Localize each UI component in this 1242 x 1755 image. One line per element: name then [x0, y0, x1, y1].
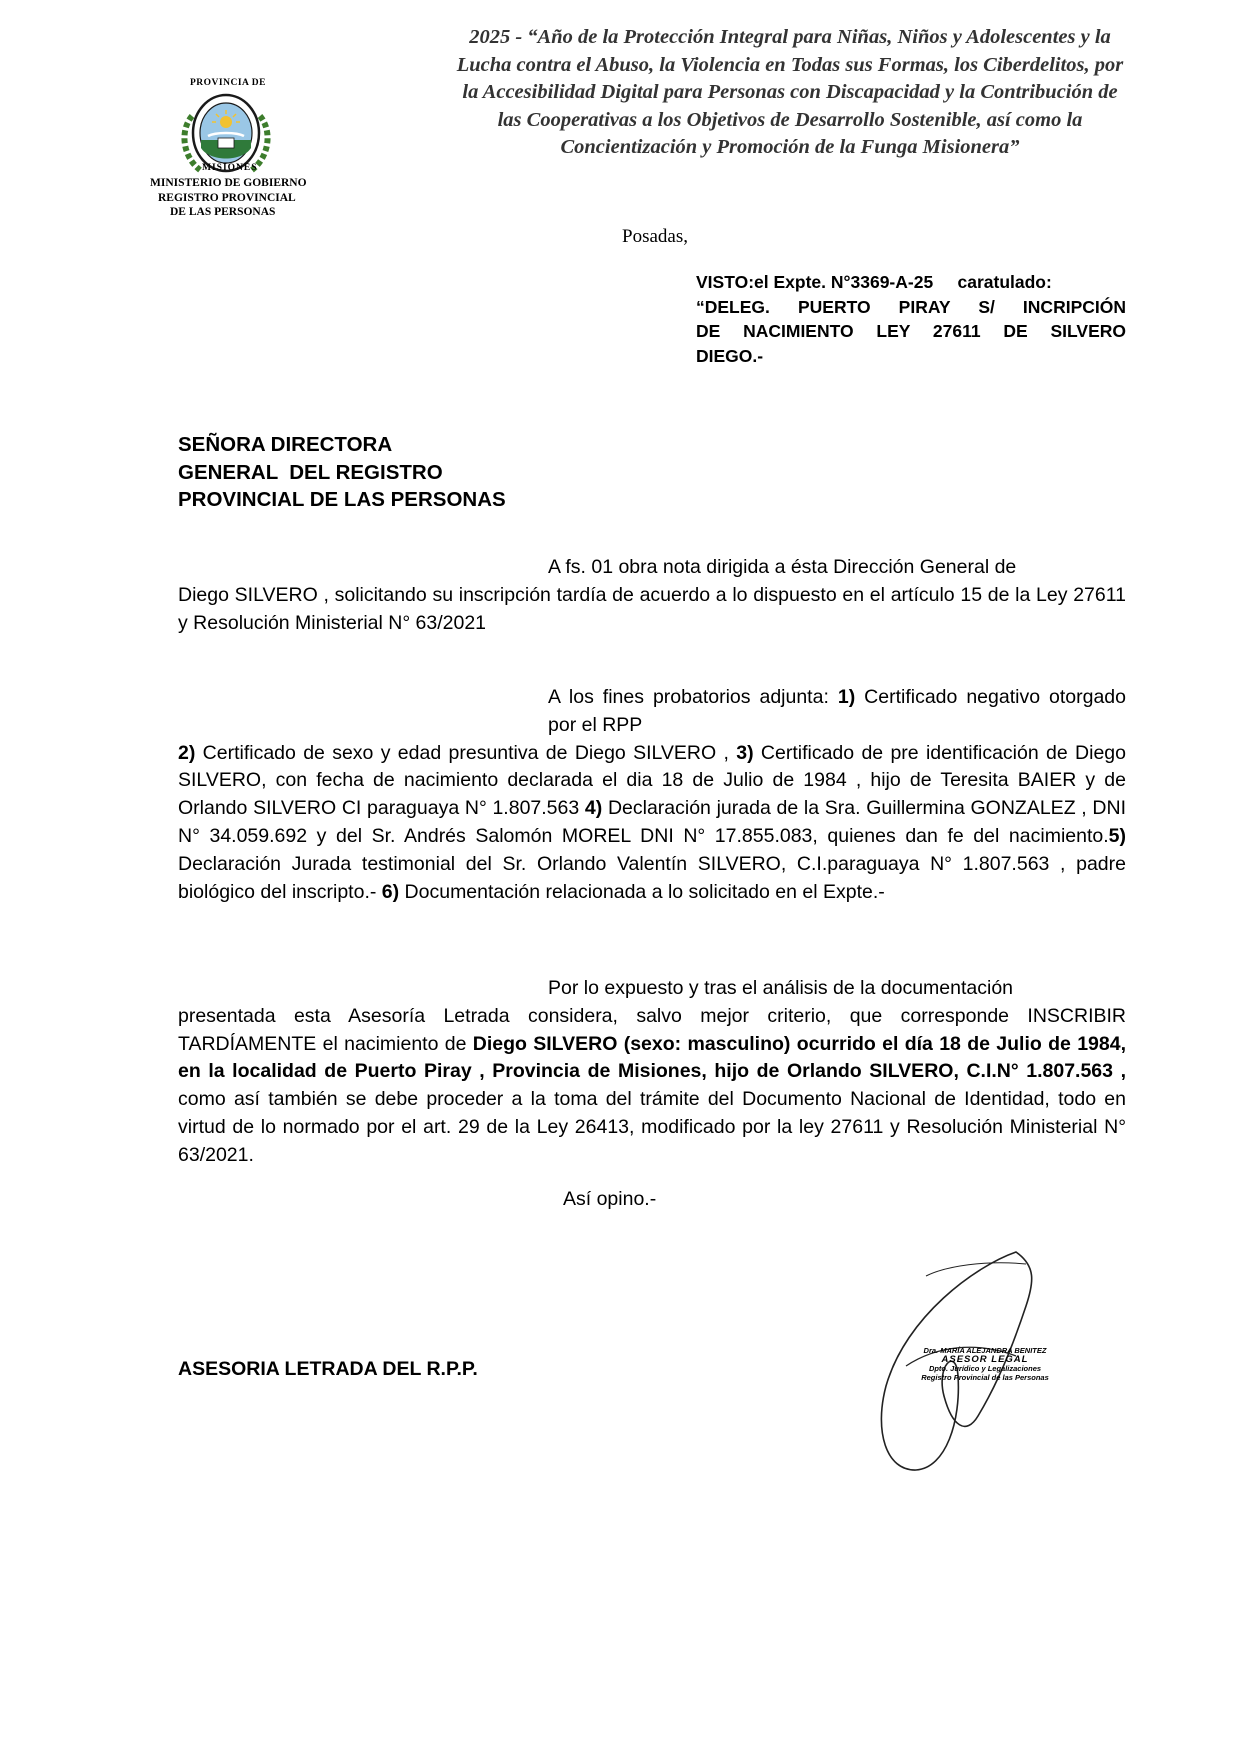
item-text: Certificado de pre identificación de Diego SILVERO, con fecha de nacimiento declarada el dia 18 de Julio de 1984 , hijo de Teresita BAIER y de Orlando SILVERO CI paraguaya N° 1.807.563	[178, 741, 1126, 820]
item-text: Declaración jurada de la Sra. Guillermina GONZALEZ , DNI N° 34.059.692 y del Sr. Andrés Salomón MOREL DNI N° 17.855.083, quienes dan fe del nacimiento.	[178, 797, 1126, 847]
emblem-bottom-text: MISIONES	[202, 163, 258, 173]
signature-stamp	[910, 1346, 1060, 1382]
paragraph-3	[178, 975, 1126, 1170]
visto-line: DIEGO.-	[696, 345, 764, 366]
item-text: Documentación relacionada a lo solicitado en el Expte.-	[399, 880, 885, 903]
paragraph-2-intro: A los fines probatorios adjunta:	[548, 686, 838, 708]
emblem-top-text: PROVINCIA DE	[190, 78, 266, 88]
ministry-line: MINISTERIO DE GOBIERNO	[150, 177, 307, 189]
item-marker: 6)	[381, 880, 400, 903]
paragraph-3-text: presentada esta Asesoría Letrada considera, salvo mejor criterio, que corresponde INSCRIBIR TARDÍAMENTE el nacimiento de	[178, 1004, 1126, 1055]
item-text: Certificado negativo otorgado por el RPP	[548, 686, 1126, 736]
closing: Así opino.-	[563, 1188, 657, 1210]
visto-block	[696, 270, 1126, 368]
item-marker: 3)	[736, 741, 754, 764]
place-date: Posadas,	[622, 226, 688, 247]
motto-line: la Accesibilidad Digital para Personas con Discapacidad y la Contribución de	[462, 81, 1118, 103]
signatory: ASESORIA LETRADA DEL R.P.P.	[178, 1358, 478, 1380]
paragraph-1-first: A fs. 01 obra nota dirigida a ésta Dirección General de	[548, 556, 1017, 578]
motto-line: 2025 - “Año de la Protección Integral para Niñas, Niños y Adolescentes y la	[469, 26, 1111, 48]
item-marker: 4)	[584, 797, 603, 820]
stamp-line: Registro Provincial de las Personas	[921, 1373, 1049, 1382]
motto-line: las Cooperativas a los Objetivos de Desarrollo Sostenible, así como la	[497, 108, 1083, 131]
header-motto	[432, 24, 1148, 162]
stamp-line: Dpto. Jurídico y Legalizaciones	[928, 1364, 1042, 1373]
addressee	[178, 431, 506, 514]
paragraph-1-body: Diego SILVERO , solicitando su inscripción tardía de acuerdo a lo dispuesto en el artículo 15 de la Ley 27611 y Resolución Ministerial N° 63/2021	[178, 583, 1126, 634]
stamp-line: Dra. MARÍA ALEJANDRA BENITEZ	[923, 1346, 1047, 1355]
motto-line: Concientización y Promoción de la Funga Misionera”	[560, 136, 1020, 158]
paragraph-3-bold: Diego SILVERO (sexo: masculino) ocurrido el día 18 de Julio de 1984, en la localidad de Puerto Piray , Provincia de Misiones, hijo de Orlando SILVERO, C.I.N° 1.807.563 ,	[178, 1032, 1126, 1083]
visto-line: VISTO:el Expte. N°3369-A-25 caratulado:	[696, 272, 1052, 292]
paragraph-2	[178, 684, 1126, 906]
addressee-line: SEÑORA DIRECTORA	[178, 433, 393, 456]
visto-line: “DELEG. PUERTO PIRAY S/ INCRIPCIÓN	[696, 296, 1126, 317]
visto-line: DE NACIMIENTO LEY 27611 DE SILVERO	[696, 321, 1126, 341]
item-marker: 1)	[837, 686, 856, 708]
paragraph-3-text: como así también se debe proceder a la toma del trámite del Documento Nacional de Identidad, todo en virtud de lo normado por el art. 29 de la Ley 26413, modificado por la ley 27611 y Resolución Ministerial N° 63/2021.	[178, 1088, 1126, 1166]
addressee-line: GENERAL DEL REGISTRO	[178, 460, 443, 484]
ministry-line: DE LAS PERSONAS	[170, 206, 276, 218]
item-marker: 5)	[1108, 824, 1126, 847]
motto-line: Lucha contra el Abuso, la Violencia en Todas sus Formas, los Ciberdelitos, por	[456, 53, 1124, 76]
paragraph-3-first: Por lo expuesto y tras el análisis de la documentación	[548, 977, 1014, 999]
item-text: Declaración Jurada testimonial del Sr. Orlando Valentín SILVERO, C.I.paraguaya N° 1.807.563 , padre biológico del inscripto.-	[178, 852, 1126, 903]
stamp-line: ASESOR LEGAL	[941, 1354, 1029, 1365]
item-marker: 2)	[178, 741, 196, 764]
ministry-line: REGISTRO PROVINCIAL	[158, 191, 296, 204]
paragraph-1	[178, 554, 1126, 637]
item-text: Certificado de sexo y edad presuntiva de Diego SILVERO ,	[195, 741, 737, 764]
addressee-line: PROVINCIAL DE LAS PERSONAS	[178, 488, 506, 511]
ministry-block	[150, 176, 330, 220]
